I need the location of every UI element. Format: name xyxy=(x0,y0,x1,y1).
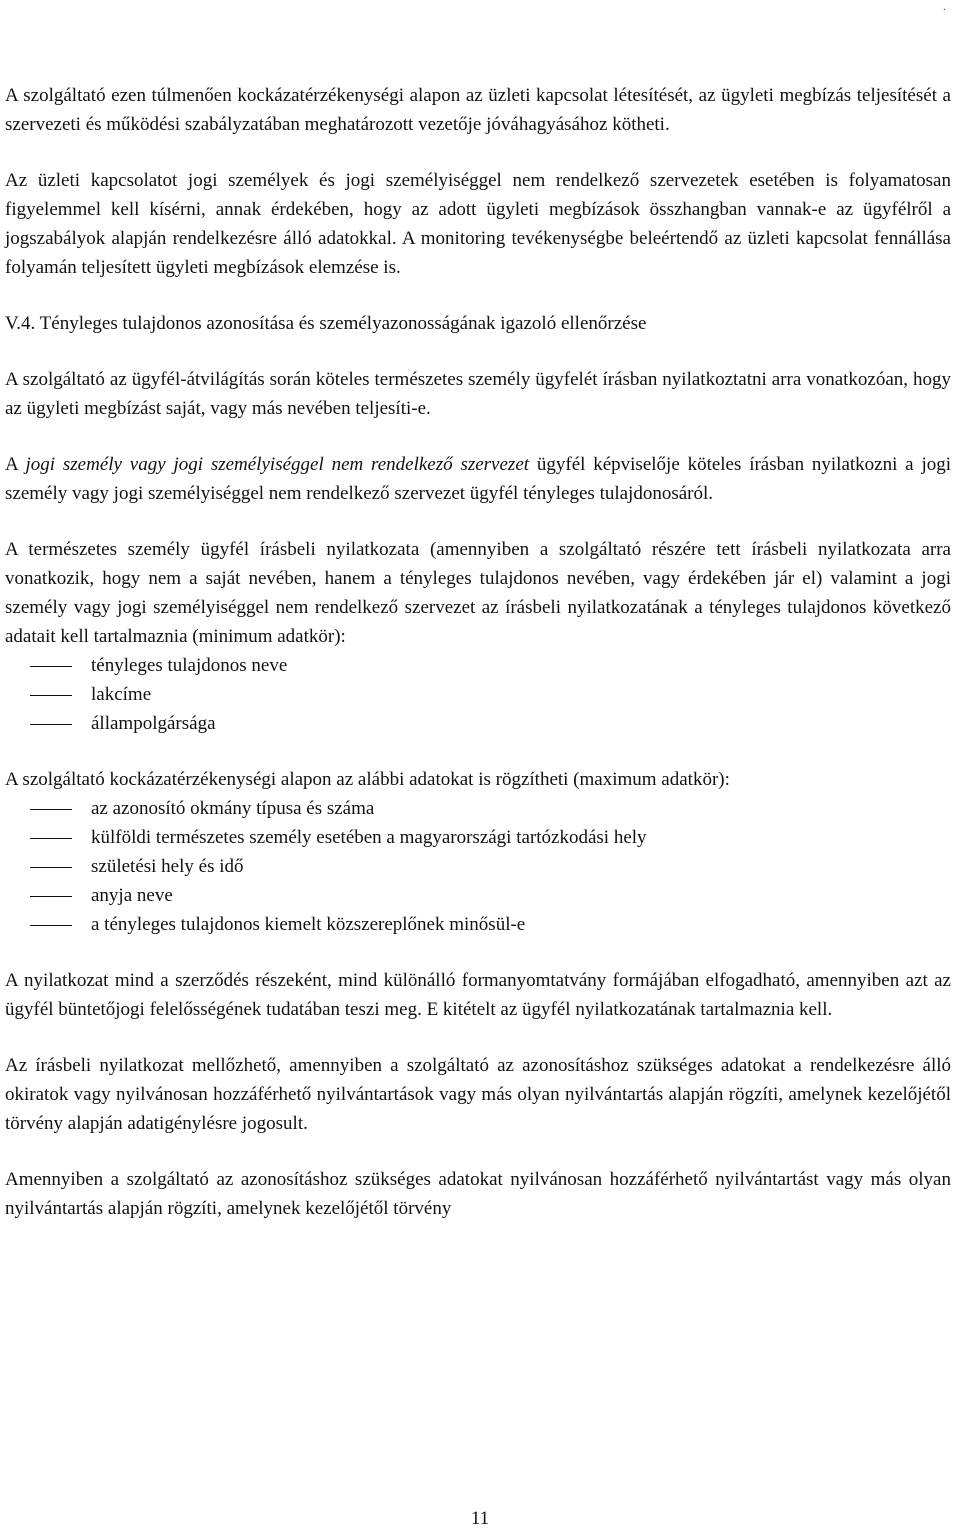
paragraph-declaration-omission: Az írásbeli nyilatkozat mellőzhető, amennyiben a szolgáltató az azonosításhoz szükséges adatokat a rendelkezésre álló okiratok vagy nyilvánosan hozzáférhető nyilvántartások vagy más olyan nyilvántartás alapján rögzíti, amelynek kezelőjétől törvény alapján adatigénylésre jogosult. xyxy=(5,1055,951,1134)
list-item-text: külföldi természetes személy esetében a magyarországi tartózkodási hely xyxy=(91,827,647,848)
corner-mark: . xyxy=(943,0,946,13)
document-body xyxy=(5,81,951,1223)
paragraph-optional-data: A szolgáltató kockázatérzékenységi alapon az alábbi adatokat is rögzítheti (maximum adatkör): xyxy=(5,769,730,790)
list-item-text: tényleges tulajdonos neve xyxy=(91,655,288,676)
dash-bullet xyxy=(30,867,72,868)
paragraph-required-data: A természetes személy ügyfél írásbeli nyilatkozata (amennyiben a szolgáltató részére tett írásbeli nyilatkozata arra vonatkozik, hogy nem a saját nevében, hanem a tényleges tulajdonos nevében, vagy érdekében jár el) valamint a jogi személy vagy jogi személyiséggel nem rendelkező szervezet az írásbeli nyilatkozatának a tényleges tulajdonos következő adatait kell tartalmaznia (minimum adatkör): xyxy=(5,539,951,647)
p4-lead: A xyxy=(5,454,26,475)
list-item xyxy=(5,680,951,709)
list-item xyxy=(5,709,951,738)
page-number: 11 xyxy=(470,1508,490,1529)
list-item xyxy=(5,910,951,939)
list-item xyxy=(5,823,951,852)
section-heading: V.4. Tényleges tulajdonos azonosítása és személyazonosságának igazoló ellenőrzése xyxy=(5,313,647,334)
minimum-data-list xyxy=(5,651,951,738)
dash-bullet xyxy=(30,925,72,926)
maximum-data-list xyxy=(5,794,951,939)
list-item xyxy=(5,794,951,823)
dash-bullet xyxy=(30,695,72,696)
list-item-text: születési hely és idő xyxy=(91,856,244,877)
dash-bullet xyxy=(30,809,72,810)
paragraph-monitoring: Az üzleti kapcsolatot jogi személyek és jogi személyiséggel nem rendelkező szervezetek esetében is folyamatosan figyelemmel kell kísérni, annak érdekében, hogy az adott ügyleti megbízások összhangban vannak-e az ügyfélről a jogszabályok alapján rendelkezésre álló adatokkal. A monitoring tevékenységbe beleértendő az üzleti kapcsolat fennállása folyamán teljesített ügyleti megbízások elemzése is. xyxy=(5,170,951,278)
paragraph-declaration-form: A nyilatkozat mind a szerződés részeként, mind különálló formanyomtatvány formájában elfogadható, amennyiben azt az ügyfél büntetőjogi felelősségének tudatában teszi meg. E kitételt az ügyfél nyilatkozatának tartalmaznia kell. xyxy=(5,970,951,1020)
list-item-text: anyja neve xyxy=(91,885,173,906)
list-item-text: lakcíme xyxy=(91,684,152,705)
paragraph-legal-entity-declaration xyxy=(5,450,951,508)
list-item-text: az azonosító okmány típusa és száma xyxy=(91,798,375,819)
paragraph-approval: A szolgáltató ezen túlmenően kockázatérzékenységi alapon az üzleti kapcsolat létesítését, az ügyleti megbízás teljesítését a szervezeti és működési szabályzatában meghatározott vezetője jóváhagyásához kötheti. xyxy=(5,85,951,135)
dash-bullet xyxy=(30,896,72,897)
paragraph-natural-person-declaration: A szolgáltató az ügyfél-átvilágítás során köteles természetes személy ügyfelét írásban nyilatkoztatni arra vonatkozóan, hogy az ügyleti megbízást saját, vagy más nevében teljesíti-e. xyxy=(5,369,951,419)
list-item-text: állampolgársága xyxy=(91,713,216,734)
dash-bullet xyxy=(30,666,72,667)
paragraph-public-registry: Amennyiben a szolgáltató az azonosításhoz szükséges adatokat nyilvánosan hozzáférhető nyilvántartást vagy más olyan nyilvántartás alapján rögzíti, amelynek kezelőjétől törvény xyxy=(5,1169,951,1219)
dash-bullet xyxy=(30,838,72,839)
p4-italic-term: jogi személy vagy jogi személyiséggel nem rendelkező szervezet xyxy=(25,454,530,475)
p4-rest: ügyfél képviselője köteles írásban nyilatkozni a jogi személy vagy jogi személyiséggel nem rendelkező szervezet ügyfél tényleges tulajdonosáról. xyxy=(5,454,951,504)
list-item-text: a tényleges tulajdonos kiemelt közszereplőnek minősül-e xyxy=(91,914,526,935)
list-item xyxy=(5,852,951,881)
list-item xyxy=(5,881,951,910)
list-item xyxy=(5,651,951,680)
dash-bullet xyxy=(30,724,72,725)
